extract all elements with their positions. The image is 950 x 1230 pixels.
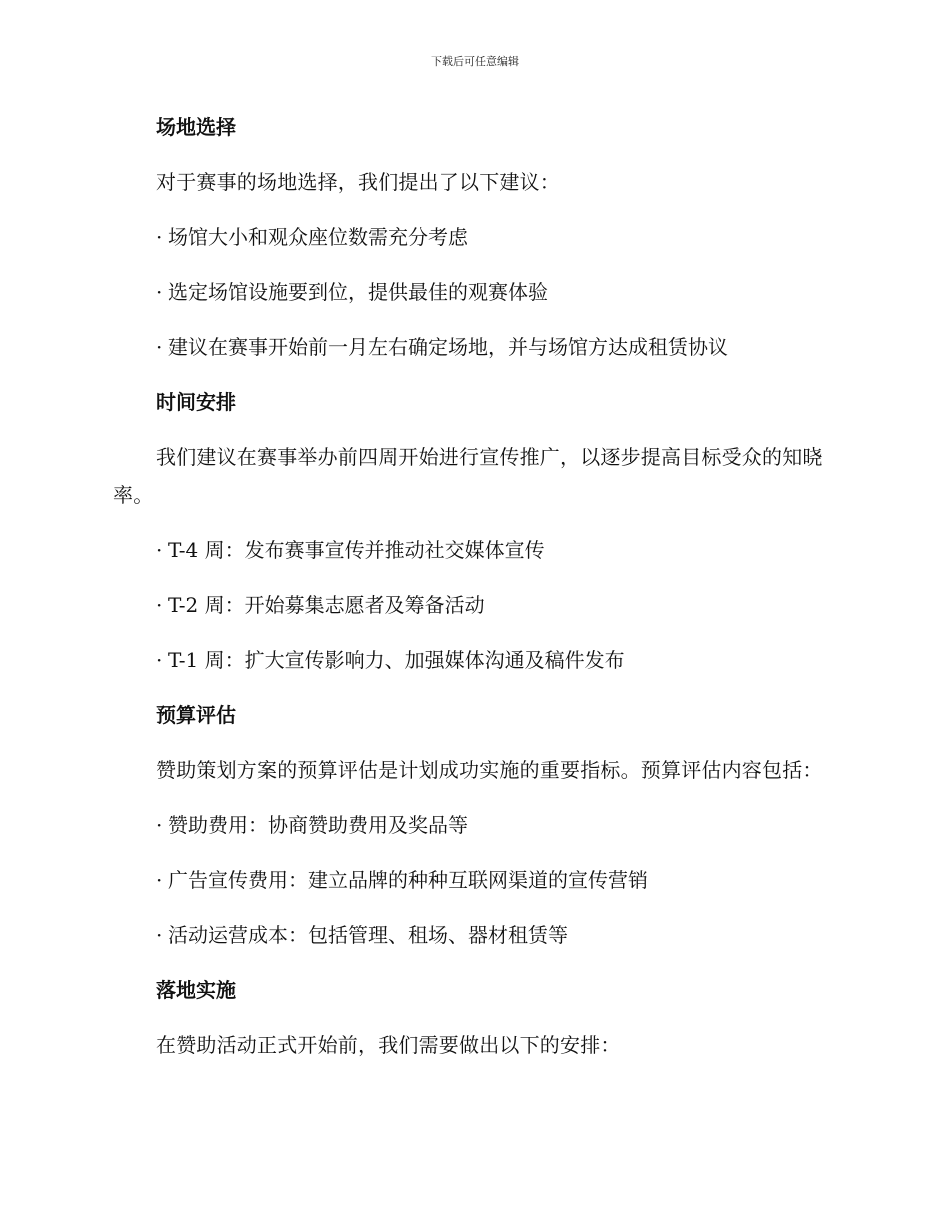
list-item-text: 选定场馆设施要到位，提供最佳的观赛体验: [168, 280, 548, 304]
document-body: [113, 108, 833, 1081]
list-item: [113, 273, 833, 311]
list-item-text: T-4 周：发布赛事宣传并推动社交媒体宣传: [168, 538, 545, 562]
bullet-icon: ·: [156, 648, 163, 672]
list-item: [113, 531, 833, 569]
list-item-text: 活动运营成本：包括管理、租场、器材租赁等: [168, 923, 568, 947]
section-intro-schedule: 我们建议在赛事举办前四周开始进行宣传推广，以逐步提高目标受众的知晓率。: [113, 445, 823, 507]
bullet-icon: ·: [156, 593, 163, 617]
list-item: [113, 861, 833, 899]
bullet-icon: ·: [156, 868, 163, 892]
bullet-icon: ·: [156, 335, 163, 359]
section-intro-budget: 赞助策划方案的预算评估是计划成功实施的重要指标。预算评估内容包括：: [156, 758, 823, 782]
list-item-text: T-1 周：扩大宣传影响力、加强媒体沟通及稿件发布: [168, 648, 625, 672]
bullet-icon: ·: [156, 225, 163, 249]
page-header-note: 下载后可任意编辑: [431, 55, 519, 68]
bullet-icon: ·: [156, 280, 163, 304]
list-item-text: 场馆大小和观众座位数需充分考虑: [168, 225, 468, 249]
bullet-icon: ·: [156, 813, 163, 837]
list-item: [113, 806, 833, 844]
section-heading-budget: 预算评估: [156, 703, 236, 727]
list-item: [113, 218, 833, 256]
bullet-icon: ·: [156, 538, 163, 562]
section-heading-implementation: 落地实施: [156, 978, 236, 1002]
list-item: [113, 641, 833, 679]
section-intro-implementation: 在赞助活动正式开始前，我们需要做出以下的安排：: [156, 1033, 621, 1057]
list-item: [113, 586, 833, 624]
section-heading-venue: 场地选择: [156, 115, 236, 139]
list-item: [113, 328, 833, 366]
bullet-icon: ·: [156, 923, 163, 947]
list-item-text: 赞助费用：协商赞助费用及奖品等: [168, 813, 468, 837]
section-heading-schedule: 时间安排: [156, 390, 236, 414]
list-item-text: T-2 周：开始募集志愿者及筹备活动: [168, 593, 485, 617]
list-item-text: 广告宣传费用：建立品牌的种种互联网渠道的宣传营销: [168, 868, 648, 892]
section-intro-venue: 对于赛事的场地选择，我们提出了以下建议：: [156, 170, 560, 194]
list-item: [113, 916, 833, 954]
list-item-text: 建议在赛事开始前一月左右确定场地，并与场馆方达成租赁协议: [168, 335, 728, 359]
